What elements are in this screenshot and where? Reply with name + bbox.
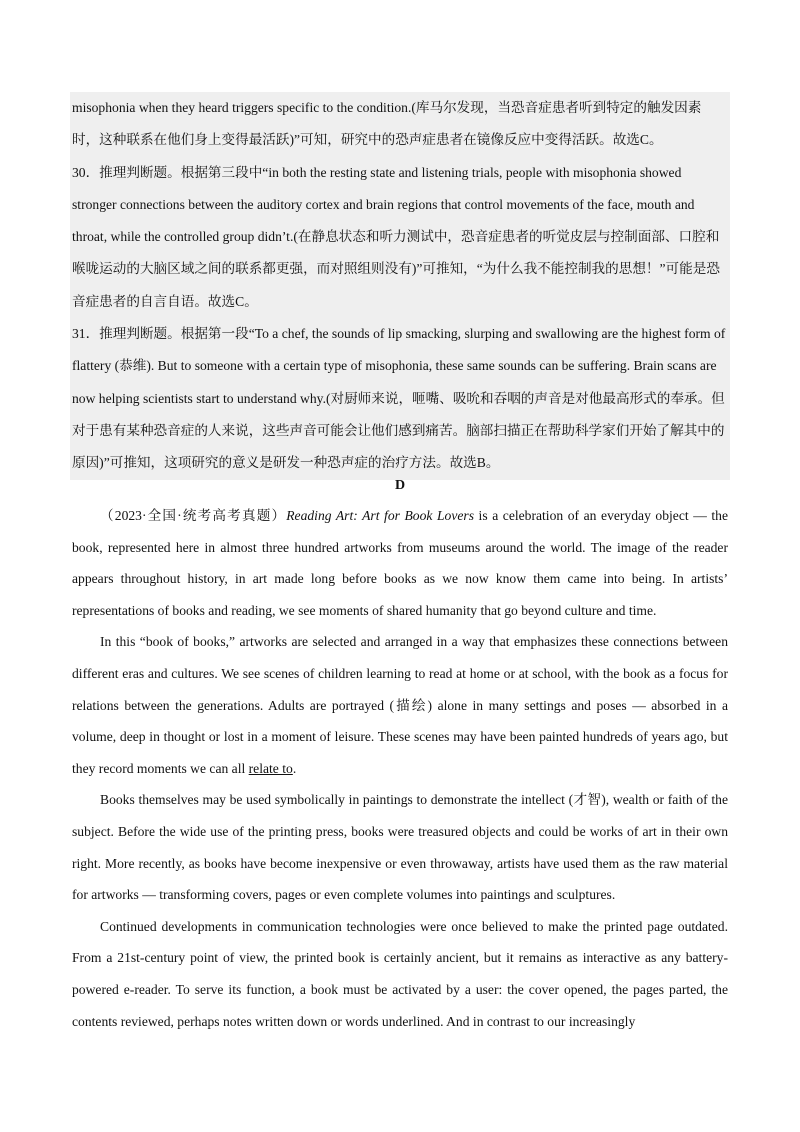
paragraph-3: Books themselves may be used symbolically in paintings to demonstrate the intellect (才智), wealth or faith of the subject. Before the wide use of the printing press, books were treasured objects and could be works of art in their own right. More recently, as books have become inexpensive or even throwaway, artists have used them as the raw material for artworks — transforming covers, pages or even complete volumes into paintings and sculptures. — [72, 792, 728, 903]
answer-29-continuation: misophonia when they heard triggers specific to the condition.(库马尔发现，当恐音症患者听到特定的触发因素时，这种联系在他们身上变得最活跃)”可知，研究中的恐声症患者在镜像反应中变得活跃。故选C。 — [72, 100, 702, 148]
paragraph-2-end: . — [292, 760, 297, 776]
section-heading: D — [394, 478, 406, 493]
paragraph-4: Continued developments in communication technologies were once believed to make the printed page outdated. From a 21st-century point of view, the printed book is certainly ancient, but it remains as interactive as any battery-powered e-reader. To serve its function, a book must be activated by a user: the cover opened, the pages parted, the contents reviewed, perhaps notes written down or words underlined. And in contrast to our increasingly — [72, 918, 728, 1029]
answer-30: 30．推理判断题。根据第三段中“in both the resting state and listening trials, people with misophonia showed stronger connections between the auditory cortex and brain regions that control movements of the face, mouth and throat, while the controlled group didn’t.(在静息状态和听力测试中，恐音症患者的听觉皮层与控制面部、口腔和喉咙运动的大脑区域之间的联系都更强，而对照组则没有)”可推知，“为什么我不能控制我的思想！”可能是恐音症患者的自言自语。故选C。 — [72, 164, 720, 309]
book-title: Reading Art: Art for Book Lovers — [286, 508, 474, 523]
answer-explanations — [70, 92, 730, 480]
paragraph-1-text: is a celebration of an everyday object — the book, represented here in almost three hundred artworks from museums around the world. The image of the reader appears throughout history, in art made long before books as we now know them came into being. In artists’ representations of books and reading, we see moments of shared humanity that go beyond culture and time. — [72, 508, 728, 618]
answer-31: 31．推理判断题。根据第一段“To a chef, the sounds of lip smacking, slurping and swallowing are the highest form of flattery (恭维). But to someone with a certain type of misophonia, these same sounds can be suffering. Brain scans are now helping scientists start to understand why.(对厨师来说，咂嘴、吸吮和吞咽的声音是对他最高形式的奉承。但对于患有某种恐音症的人来说，这些声音可能会让他们感到痛苦。脑部扫描正在帮助科学家们开始了解其中的原因)”可推知，这项研究的意义是研发一种恐声症的治疗方法。故选B。 — [72, 326, 726, 471]
reading-passage-d — [72, 500, 728, 1037]
exam-source: （2023·全国·统考高考真题） — [100, 508, 287, 523]
paragraph-2-text: In this “book of books,” artworks are selected and arranged in a way that emphasizes these connections between different eras and cultures. We see scenes of children learning to read at home or at school, with the book as a focus for relations between the generations. Adults are portrayed (描绘) alone in many settings and poses — absorbed in a volume, deep in thought or lost in a moment of leisure. These scenes may have been painted hundreds of years ago, but they record moments we can all — [72, 634, 728, 776]
paragraph-2 — [72, 626, 728, 784]
underlined-phrase: relate to — [248, 760, 293, 776]
paragraph-1 — [72, 500, 728, 626]
